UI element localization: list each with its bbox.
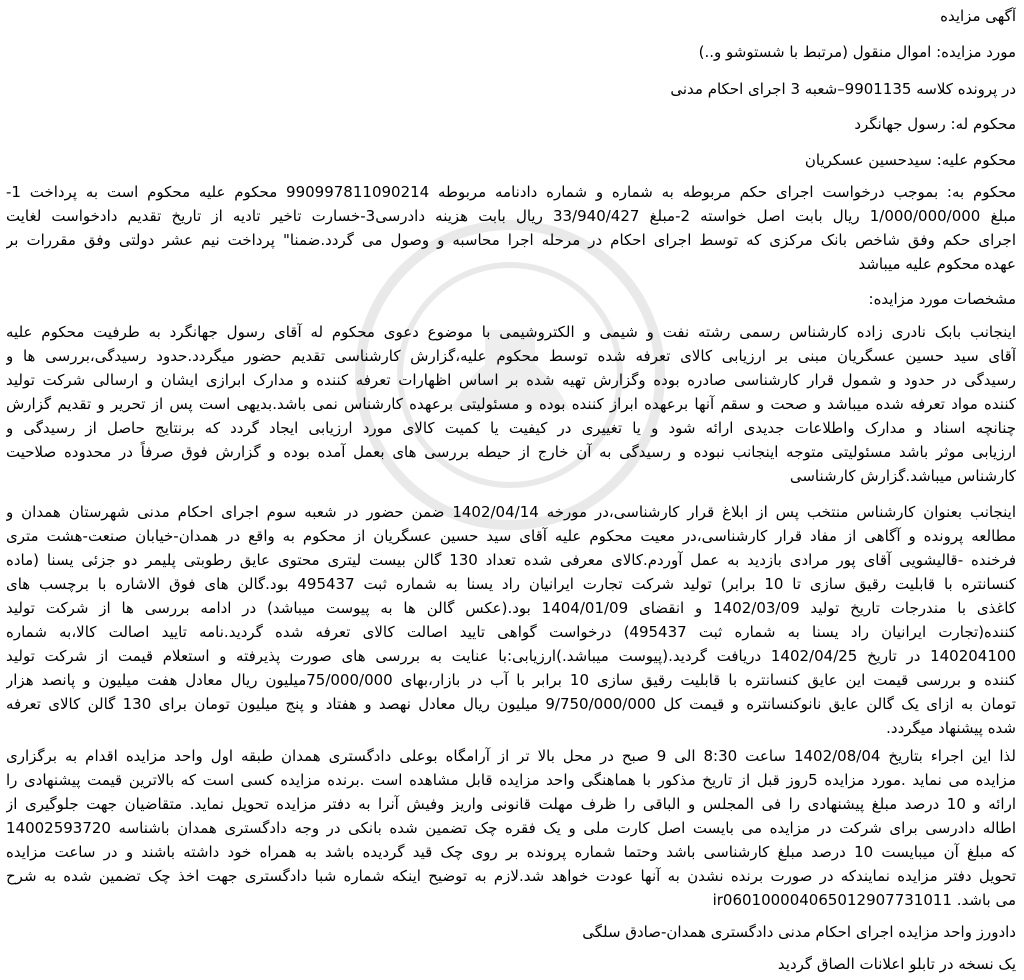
case-number: در پرونده کلاسه 9901135–شعبه 3 اجرای احکام مدنی [670, 80, 1016, 98]
auction-terms-line: لذا این اجراء بتاریخ 1402/08/04 ساعت 8:30 الی 9 صبح در محل بالا تر از آرامگاه بوعلی دادگستری همدان طبقه اول واحد مزایده اقدام به برگزاری [6, 747, 1016, 765]
expert-report-line: کننده و بررسی قیمت این عایق کنسانتره با قابلیت رقیق سازی 10 برابر با آب در بازار،بهای 75/000/000میلیون ریال معادل هفت میلیون و پانصد هزار [6, 671, 1016, 689]
expert-intro-line: چنانچه اسناد و مدارک واطلاعات جدیدی ارائه شود و یا تغییری در کیفیت یا کمیت کالای مورد ارزیابی ایجاد گردد که برنتایج حاصل از رسیدگی و [6, 419, 1016, 437]
expert-report-line: کنسانتره با قابلیت رقیق سازی تا 10 برابر) تولید شرکت تجارت ایرانیان راد یسنا به شماره ثبت 495437 بود.گالن های فوق الاشاره با برچسب های [6, 575, 1016, 593]
expert-report-line: شده پیشنهاد میگردد. [886, 719, 1016, 737]
judgment-line: اجرای حکم وفق شاخص بانک مرکزی که توسط اجرای احکام در مرحله اجرا محاسبه و وصول می گردد.ضمنا" پرداخت نیم عشر دولتی وفق مقررات بر [6, 231, 1016, 249]
auction-terms-line: مزایده می نماید .مورد مزایده 5روز قبل از تاریخ مذکور با هماهنگی واحد مزایده قابل مشاهده است .برنده مزایده کسی است که بالاترین قیمت پیشنهادی را [6, 771, 1016, 789]
expert-intro-line: آقای سید حسین عسگریان مبنی بر ارزیابی کالای تعرفه شده توسط محکوم علیه،گزارش کارشناسی تقدیم حضور میگردد.حدود رسیدگی،بررسی ها و [6, 347, 1016, 365]
judgment-line: محکوم به: بموجب درخواست اجرای حکم مربوطه به شماره و شماره دادنامه مربوطه 990997811090214 محکوم علیه محکوم است به پرداخت 1- [6, 183, 1016, 201]
auction-terms-line: ارائه و 10 درصد مبلغ پیشنهادی را فی المجلس و الباقی را ظرف مهلت قانونی واریز وفیش آنرا به دفتر مزایده تحویل نماید. متقاضیان جهت جلوگیری از [6, 795, 1016, 813]
expert-report-line: کننده(تجارت ایرانیان راد یسنا به شماره ثبت 495437) درخواست گواهی تایید اصالت کالای تعرفه شده گردید.نامه تایید اصالت کالا،به شماره [6, 623, 1016, 641]
expert-intro-line: اینجانب بابک نادری زاده کارشناس رسمی رشته نفت و شیمی و الکتروشیمی با موضوع دعوی محکوم له آقای رسول جهانگرد به طرفیت محکوم علیه [6, 323, 1016, 341]
auction-subject: مورد مزایده: اموال منقول (مرتبط با شستوشو و..) [698, 43, 1016, 61]
expert-report-line: تومان به ازای یک گالن عایق نانوکنسانتره و قیمت کل 9/750/000/000 میلیون ریال معادل نهصد و هفتاد و پنج میلیون تومان برای 130 گالن کالای تعرفه [6, 695, 1016, 713]
auction-terms-line: اطاله دادرسی برای شرکت در مزایده می بایست اصل کارت ملی و یک فقره چک تضمین شده بانکی در وجه دادگستری همدان باشناسه 14002593720 [6, 819, 1016, 837]
signature-line: دادورز واحد مزایده اجرای احکام مدنی دادگستری همدان-صادق سلگی [582, 923, 1016, 941]
plaintiff: محکوم له: رسول جهانگرد [854, 115, 1016, 133]
specs-heading: مشخصات مورد مزایده: [868, 290, 1016, 308]
sheba-number-line: می باشد. ir060100004065012907731011 [712, 891, 1016, 909]
judgment-line: عهده محکوم علیه میباشد [858, 255, 1016, 273]
defendant: محکوم علیه: سیدحسین عسکریان [804, 151, 1016, 169]
expert-report-line: فرخنده -قالیشویی آقای پور مرادی بازدید به عمل آوردم.کالای معرفی شده تعداد 130 گالن بیست لیتری محتوی عایق رطوبتی پلیمر دو جزئی یسنا (ماده [6, 551, 1016, 569]
expert-intro-line: رسیدگی در حدود و شمول قرار کارشناسی صادره بوده وگزارش تهیه شده بر اساس اظهارات تعرفه کننده و مدارک ابرازی ایشان و ارسالی شرکت تولید [6, 371, 1016, 389]
notice-title: آگهی مزایده [940, 7, 1016, 25]
expert-intro-line: کارشناس میباشد.گزارش کارشناسی [789, 467, 1016, 485]
expert-report-line: کاغذی با مندرجات تاریخ تولید 1402/03/09 و انقضای 1404/01/09 بود.(عکس گالن ها به پیوست میباشد) در ادامه بررسی ها از شرکت تولید [6, 599, 1016, 617]
expert-report-line: مطالعه پرونده و آگاهی از مفاد قرار کارشناسی،در معیت محکوم علیه آقای سید حسین عسگریان از محکوم به واقع در همدان-خیابان صنعت-هشت متری [6, 527, 1016, 545]
auction-terms-line: تحویل دفتر مزایده نمایندکه در صورت برنده نشدن به آنها عودت خواهد شد.لازم به توضیح اینکه شماره شبا دادگستری جهت اخذ چک تضمین شده به شرح [6, 867, 1016, 885]
auction-terms-line: که مبلغ آن میبایست 10 درصد مبلغ کارشناسی باشد وحتما شماره پرونده بر روی چک قید گردیده باشد به همراه خود داشته باشند و در ساعت مزایده [6, 843, 1016, 861]
judgment-line: مبلغ 1/000/000/000 ریال بابت اصل خواسته 2-مبلغ 33/940/427 ریال بابت هزینه دادرسی3-خسارت تاخیر تادیه از تاریخ تقدیم دادخواست لغایت [6, 207, 1016, 225]
expert-intro-line: کننده مواد تعرفه شده میباشد و صحت و سقم آنها برعهده ابراز کننده بوده و مسئولیتی برعهده کارشناس نمی باشد.بدیهی است پس از تحریر و تقدیم گزارش [6, 395, 1016, 413]
expert-report-line: اینجانب بعنوان کارشناس منتخب پس از ابلاغ قرار کارشناسی،در مورخه 1402/04/14 ضمن حضور در شعبه سوم اجرای احکام مدنی شهرستان همدان و [6, 503, 1016, 521]
expert-report-line: 140204100 در تاریخ 1402/04/25 دریافت گردید.(پیوست میباشد.)ارزیابی:با عنایت به بررسی های صورت پذیرفته و استعلام قیمت از شرکت تولید [6, 647, 1016, 665]
posting-note: یک نسخه در تابلو اعلانات الصاق گردید [777, 955, 1016, 973]
expert-intro-line: ارزیابی موثر باشد مسئولیتی متوجه اینجانب نبوده و رسیدگی به آن خارج از حیطه بررسی های بعمل آمده بوده و گزارش فوق صرفاً در محدوده صلاحیت [6, 443, 1016, 461]
